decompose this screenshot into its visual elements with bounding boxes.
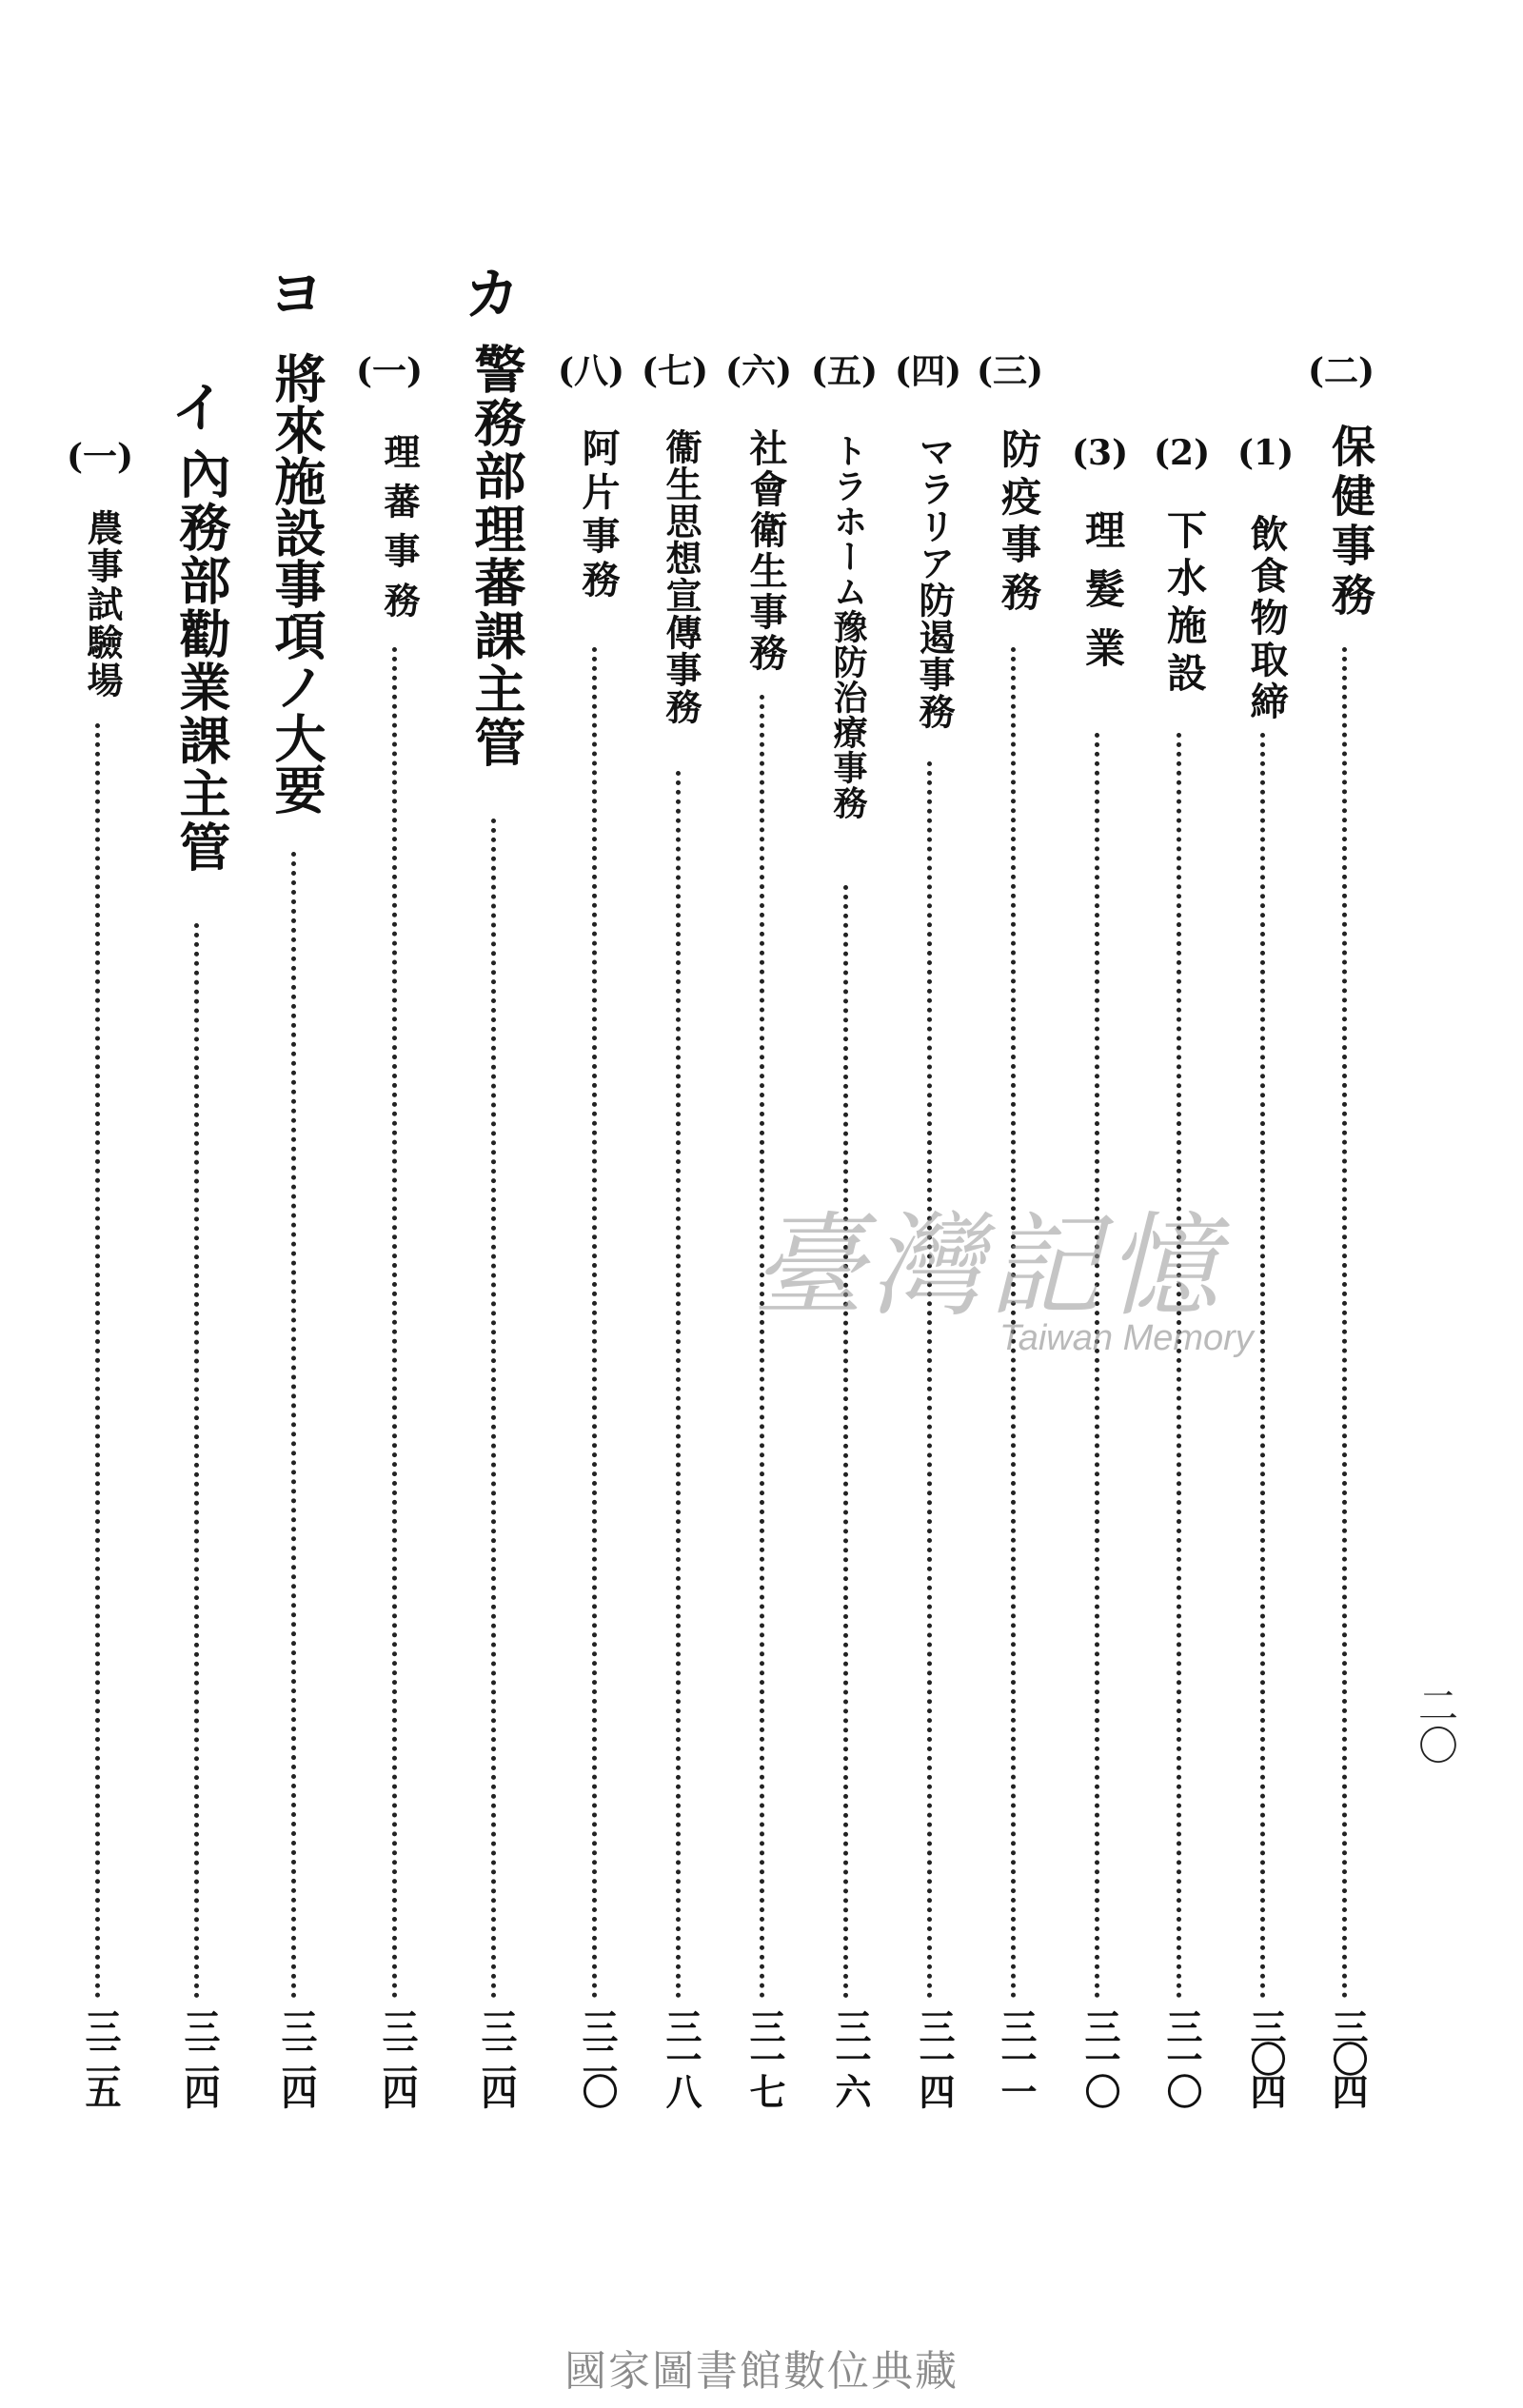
entry-title: 將來施設事項ノ大要 <box>267 352 327 815</box>
dot-leader <box>95 723 100 1999</box>
entry-marker: (1) <box>1237 433 1295 473</box>
entry-page-ref: 三二四 <box>376 2008 419 2105</box>
entry-title: トラホーム豫防治療事務 <box>828 433 868 820</box>
entry-marker: (一) <box>67 437 134 477</box>
entry-marker: イ <box>171 377 225 440</box>
entry-marker: (2) <box>1154 433 1211 473</box>
entry-page-ref: 三一〇 <box>1078 2008 1121 2105</box>
entry-title: 理髮業 <box>1079 509 1126 686</box>
watermark-logo: 臺灣記憶 <box>752 1200 1225 1332</box>
entry-marker: (六) <box>725 351 793 391</box>
dot-leader <box>592 647 597 1999</box>
entry-page-ref: 三一〇 <box>1160 2008 1203 2105</box>
entry-page-ref: 三二五 <box>79 2008 122 2105</box>
entry-marker: (五) <box>811 351 879 391</box>
entry-page-ref: 三一八 <box>660 2008 702 2105</box>
dot-leader <box>676 771 681 1999</box>
entry-page-ref: 三〇四 <box>1326 2008 1369 2105</box>
dot-leader <box>392 647 397 1999</box>
entry-page-ref: 三一六 <box>829 2008 872 2105</box>
entry-title: 警務部理蕃課主管 <box>466 343 527 769</box>
watermark-subtitle: Taiwan Memory <box>999 1318 1254 1358</box>
entry-marker: (二) <box>1308 351 1375 391</box>
dot-leader <box>1177 733 1181 1999</box>
entry-marker: (一) <box>356 351 424 391</box>
dot-leader <box>1095 733 1099 1999</box>
entry-page-ref: 三一七 <box>743 2008 786 2105</box>
page-number: 二〇 <box>1413 1685 1459 1765</box>
entry-page-ref: 三一一 <box>995 2008 1038 2105</box>
section-marker-yo: ヨ <box>268 262 325 326</box>
entry-marker: (八) <box>558 351 625 391</box>
entry-title: 飲食物取締 <box>1244 514 1289 723</box>
entry-title: 阿片事務 <box>576 428 621 603</box>
dot-leader <box>1260 733 1265 1999</box>
entry-title: 社會衛生事務 <box>743 428 788 674</box>
entry-page-ref: 三二四 <box>178 2008 221 2105</box>
entry-marker: (四) <box>895 351 962 391</box>
entry-page-ref: 三二四 <box>475 2008 518 2105</box>
entry-marker: (3) <box>1072 433 1129 473</box>
entry-page-ref: 三二〇 <box>576 2008 619 2105</box>
dot-leader <box>1342 647 1347 1999</box>
entry-title: 農事試驗場 <box>81 509 124 700</box>
section-marker-ka: カ <box>465 262 521 326</box>
dot-leader <box>291 852 296 1999</box>
dot-leader <box>927 761 932 1999</box>
entry-title: 內務部勸業課主管 <box>171 447 232 874</box>
entry-title: 理蕃事務 <box>378 433 421 631</box>
dot-leader <box>843 885 848 1999</box>
entry-marker: (三) <box>977 351 1044 391</box>
footer-credit: 國家圖書館數位典藏 <box>564 2347 959 2396</box>
entry-title: 衞生思想宣傳事務 <box>660 428 702 725</box>
dot-leader <box>491 819 496 1999</box>
entry-title: 保健事務 <box>1325 424 1376 622</box>
entry-page-ref: 三一四 <box>913 2008 956 2105</box>
entry-page-ref: 三二四 <box>275 2008 318 2105</box>
entry-title: マラリア防遏事務 <box>913 433 956 730</box>
entry-marker: (七) <box>642 351 709 391</box>
dot-leader <box>194 923 199 1999</box>
entry-title: 防疫事務 <box>996 428 1042 619</box>
entry-title: 下水施設 <box>1161 509 1208 700</box>
dot-leader <box>760 695 764 1999</box>
entry-page-ref: 三〇四 <box>1244 2008 1287 2105</box>
